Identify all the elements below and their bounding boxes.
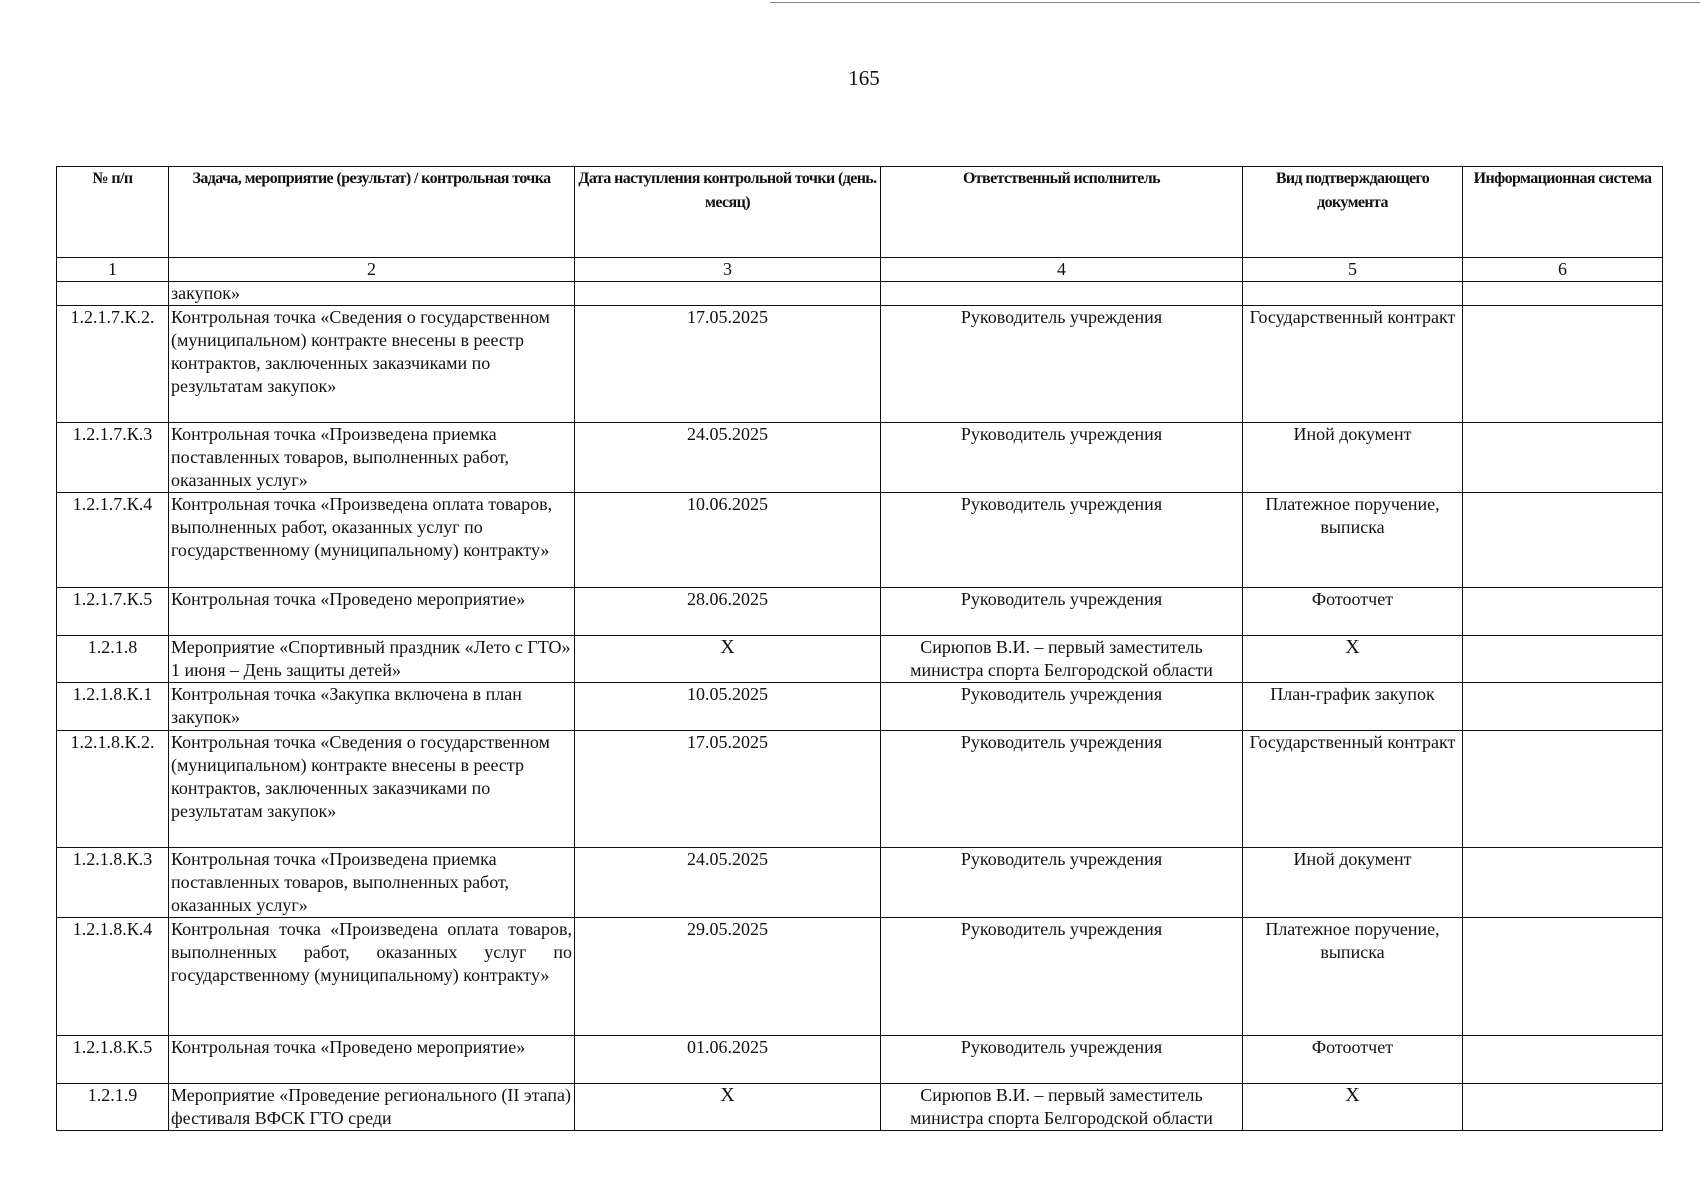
row-document xyxy=(1243,282,1463,306)
row-date: 10.06.2025 xyxy=(575,493,881,588)
row-responsible: Руководитель учреждения xyxy=(881,306,1243,423)
table-row xyxy=(57,683,1663,731)
row-task: Контрольная точка «Произведена оплата товаров, выполненных работ, оказанных услуг по государственному (муниципальному) контракту» xyxy=(169,493,575,588)
column-number: 2 xyxy=(169,258,575,282)
table-row xyxy=(57,493,1663,588)
row-system xyxy=(1463,848,1663,918)
row-date: 01.06.2025 xyxy=(575,1036,881,1084)
row-number: 1.2.1.7.К.4 xyxy=(57,493,169,588)
page-number: 165 xyxy=(848,66,880,90)
row-date: Х xyxy=(575,636,881,683)
row-system xyxy=(1463,306,1663,423)
row-system xyxy=(1463,683,1663,731)
row-document: Иной документ xyxy=(1243,423,1463,493)
table-row xyxy=(57,848,1663,918)
table-row xyxy=(57,588,1663,636)
row-number: 1.2.1.7.К.5 xyxy=(57,588,169,636)
row-number: 1.2.1.8.К.3 xyxy=(57,848,169,918)
row-system xyxy=(1463,493,1663,588)
row-document: Х xyxy=(1243,636,1463,683)
row-document: Государственный контракт xyxy=(1243,731,1463,848)
row-responsible xyxy=(881,282,1243,306)
row-task: Контрольная точка «Проведено мероприятие» xyxy=(169,588,575,636)
row-document: Иной документ xyxy=(1243,848,1463,918)
row-date: 24.05.2025 xyxy=(575,848,881,918)
column-number: 6 xyxy=(1463,258,1663,282)
column-number: 4 xyxy=(881,258,1243,282)
row-number: 1.2.1.8.К.1 xyxy=(57,683,169,731)
header-task: Задача, мероприятие (результат) / контрольная точка xyxy=(169,167,575,258)
row-number xyxy=(57,282,169,306)
row-task: Контрольная точка «Произведена оплата товаров, выполненных работ, оказанных услуг по государственному (муниципальному) контракту» xyxy=(169,918,575,1036)
row-date: 24.05.2025 xyxy=(575,423,881,493)
row-document: Платежное поручение, выписка xyxy=(1243,918,1463,1036)
row-responsible: Руководитель учреждения xyxy=(881,683,1243,731)
row-task: Контрольная точка «Сведения о государственном (муниципальном) контракте внесены в реестр контрактов, заключенных заказчиками по результатам закупок» xyxy=(169,306,575,423)
row-system xyxy=(1463,423,1663,493)
row-task: Контрольная точка «Произведена приемка поставленных товаров, выполненных работ, оказанных услуг» xyxy=(169,848,575,918)
row-date: 10.05.2025 xyxy=(575,683,881,731)
row-responsible: Сирюпов В.И. – первый заместитель министра спорта Белгородской области xyxy=(881,636,1243,683)
row-date: 28.06.2025 xyxy=(575,588,881,636)
row-number: 1.2.1.8.К.2. xyxy=(57,731,169,848)
row-number: 1.2.1.7.К.2. xyxy=(57,306,169,423)
row-document: Платежное поручение, выписка xyxy=(1243,493,1463,588)
row-system xyxy=(1463,588,1663,636)
header-responsible: Ответственный исполнитель xyxy=(881,167,1243,258)
row-date: 29.05.2025 xyxy=(575,918,881,1036)
row-task: Контрольная точка «Закупка включена в план закупок» xyxy=(169,683,575,731)
row-system xyxy=(1463,282,1663,306)
header-system: Информационная система xyxy=(1463,167,1663,258)
row-number: 1.2.1.8.К.5 xyxy=(57,1036,169,1084)
row-responsible: Сирюпов В.И. – первый заместитель министра спорта Белгородской области xyxy=(881,1084,1243,1131)
row-responsible: Руководитель учреждения xyxy=(881,1036,1243,1084)
table-row xyxy=(57,306,1663,423)
row-document: Х xyxy=(1243,1084,1463,1131)
row-system xyxy=(1463,1084,1663,1131)
row-system xyxy=(1463,1036,1663,1084)
row-system xyxy=(1463,731,1663,848)
row-system xyxy=(1463,918,1663,1036)
row-responsible: Руководитель учреждения xyxy=(881,848,1243,918)
row-document: План-график закупок xyxy=(1243,683,1463,731)
row-task: Контрольная точка «Сведения о государственном (муниципальном) контракте внесены в реестр контрактов, заключенных заказчиками по результатам закупок» xyxy=(169,731,575,848)
row-responsible: Руководитель учреждения xyxy=(881,731,1243,848)
row-number: 1.2.1.9 xyxy=(57,1084,169,1131)
column-number: 3 xyxy=(575,258,881,282)
header-date: Дата наступления контрольной точки (день. месяц) xyxy=(575,167,881,258)
row-system xyxy=(1463,636,1663,683)
table-row xyxy=(57,636,1663,683)
row-task: Контрольная точка «Произведена приемка поставленных товаров, выполненных работ, оказанных услуг» xyxy=(169,423,575,493)
row-task: Мероприятие «Проведение регионального (II этапа) фестиваля ВФСК ГТО среди xyxy=(169,1084,575,1131)
column-number: 5 xyxy=(1243,258,1463,282)
row-date: Х xyxy=(575,1084,881,1131)
row-task: Контрольная точка «Проведено мероприятие» xyxy=(169,1036,575,1084)
row-responsible: Руководитель учреждения xyxy=(881,423,1243,493)
table-row xyxy=(57,423,1663,493)
row-number: 1.2.1.8 xyxy=(57,636,169,683)
table-header-row xyxy=(57,167,1663,258)
row-number: 1.2.1.8.К.4 xyxy=(57,918,169,1036)
top-scan-rule xyxy=(770,2,1700,3)
header-document: Вид подтверждающего документа xyxy=(1243,167,1463,258)
row-document: Фотоотчет xyxy=(1243,588,1463,636)
row-task: Мероприятие «Спортивный праздник «Лето с ГТО» 1 июня – День защиты детей» xyxy=(169,636,575,683)
table-row xyxy=(57,918,1663,1036)
row-number: 1.2.1.7.К.3 xyxy=(57,423,169,493)
row-task: закупок» xyxy=(169,282,575,306)
row-date: 17.05.2025 xyxy=(575,306,881,423)
table-row xyxy=(57,731,1663,848)
row-document: Фотоотчет xyxy=(1243,1036,1463,1084)
row-date: 17.05.2025 xyxy=(575,731,881,848)
row-responsible: Руководитель учреждения xyxy=(881,588,1243,636)
table-row xyxy=(57,1084,1663,1131)
column-number-row xyxy=(57,258,1663,282)
row-date xyxy=(575,282,881,306)
row-document: Государственный контракт xyxy=(1243,306,1463,423)
table-row xyxy=(57,1036,1663,1084)
header-number: № п/п xyxy=(57,167,169,258)
column-number: 1 xyxy=(57,258,169,282)
table-row xyxy=(57,282,1663,306)
row-responsible: Руководитель учреждения xyxy=(881,493,1243,588)
row-responsible: Руководитель учреждения xyxy=(881,918,1243,1036)
plan-table xyxy=(56,166,1663,1131)
